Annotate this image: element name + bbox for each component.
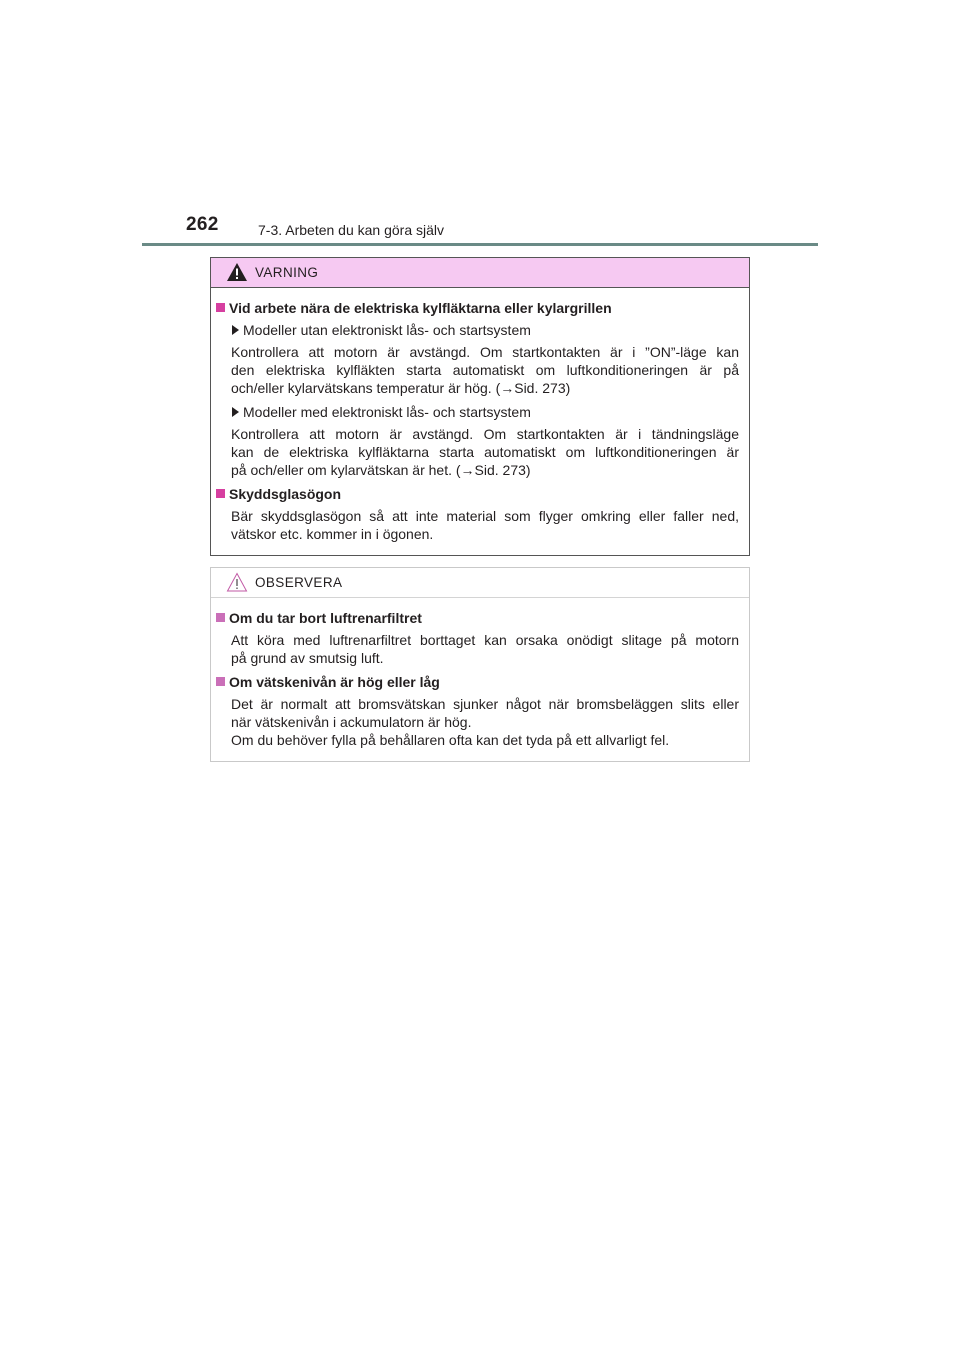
warning-box bbox=[210, 257, 750, 556]
item-title bbox=[216, 299, 739, 317]
square-bullet-icon bbox=[216, 613, 225, 622]
item-title-text: Om du tar bort luftrenarfiltret bbox=[229, 610, 422, 626]
model-variant-label: Modeller utan elektroniskt lås- och startsystem bbox=[243, 322, 531, 338]
text-line: när vätskenivån i ackumulatorn är hög. bbox=[231, 714, 472, 730]
square-bullet-icon bbox=[216, 489, 225, 498]
notice-box-header bbox=[211, 568, 749, 598]
text-line: Bär skyddsglasögon så att inte material som flyger omkring eller faller ned, bbox=[231, 508, 739, 524]
text-line: Om du behöver fylla på behållaren ofta kan det tyda på ett allvarligt fel. bbox=[231, 732, 670, 748]
text-line: Att köra med luftrenarfiltret borttaget kan orsaka onödigt slitage på motorn bbox=[231, 632, 739, 648]
text-line: på grund av smutsig luft. bbox=[231, 650, 384, 666]
notice-body bbox=[211, 598, 749, 749]
page-number: 262 bbox=[186, 214, 219, 235]
item-title-text: Om vätskenivån är hög eller låg bbox=[229, 674, 440, 690]
warning-item bbox=[216, 485, 739, 543]
square-bullet-icon bbox=[216, 677, 225, 686]
square-bullet-icon bbox=[216, 303, 225, 312]
page-header bbox=[0, 0, 960, 250]
section-title: 7-3. Arbeten du kan göra själv bbox=[258, 222, 445, 238]
item-title-text: Vid arbete nära de elektriska kylfläktarna eller kylargrillen bbox=[229, 300, 612, 316]
notice-item bbox=[216, 673, 739, 749]
item-title bbox=[216, 485, 739, 503]
text-line: kan de elektriska kylfläktarna starta automatiskt om luftkonditioneringen är bbox=[231, 444, 739, 460]
warning-triangle-outline-icon bbox=[226, 572, 248, 592]
text-line: den elektriska kylfläkten starta automatiskt om luftkonditioneringen är på bbox=[231, 362, 739, 378]
warning-label: VARNING bbox=[255, 265, 319, 280]
notice-item bbox=[216, 609, 739, 667]
text-line: Det är normalt att bromsvätskan sjunker något när bromsbeläggen slits eller bbox=[231, 696, 739, 712]
paragraph bbox=[216, 631, 739, 667]
text-line: och/eller kylarvätskans temperatur är hög. (→Sid. 273) bbox=[231, 380, 571, 396]
text-line: vätskor etc. kommer in i ögonen. bbox=[231, 526, 434, 542]
notice-box bbox=[210, 567, 750, 762]
header-rule bbox=[142, 243, 818, 246]
model-variant bbox=[216, 403, 739, 421]
warning-box-header bbox=[211, 258, 749, 288]
paragraph bbox=[216, 425, 739, 479]
warning-body bbox=[211, 288, 749, 543]
paragraph bbox=[216, 507, 739, 543]
notice-label: OBSERVERA bbox=[255, 575, 343, 590]
item-title bbox=[216, 609, 739, 627]
triangle-right-icon bbox=[232, 325, 239, 335]
paragraph bbox=[216, 695, 739, 749]
triangle-right-icon bbox=[232, 407, 239, 417]
warning-triangle-filled-icon bbox=[226, 262, 248, 282]
text-line: Kontrollera att motorn är avstängd. Om startkontakten är i tändningsläge bbox=[231, 426, 739, 442]
model-variant-label: Modeller med elektroniskt lås- och startsystem bbox=[243, 404, 531, 420]
warning-item bbox=[216, 299, 739, 479]
text-line: på och/eller om kylarvätskan är het. (→Sid. 273) bbox=[231, 462, 531, 478]
text-line: Kontrollera att motorn är avstängd. Om startkontakten är i ”ON”-läge kan bbox=[231, 344, 739, 360]
item-title-text: Skyddsglasögon bbox=[229, 486, 342, 502]
item-title bbox=[216, 673, 739, 691]
paragraph bbox=[216, 343, 739, 397]
model-variant bbox=[216, 321, 739, 339]
